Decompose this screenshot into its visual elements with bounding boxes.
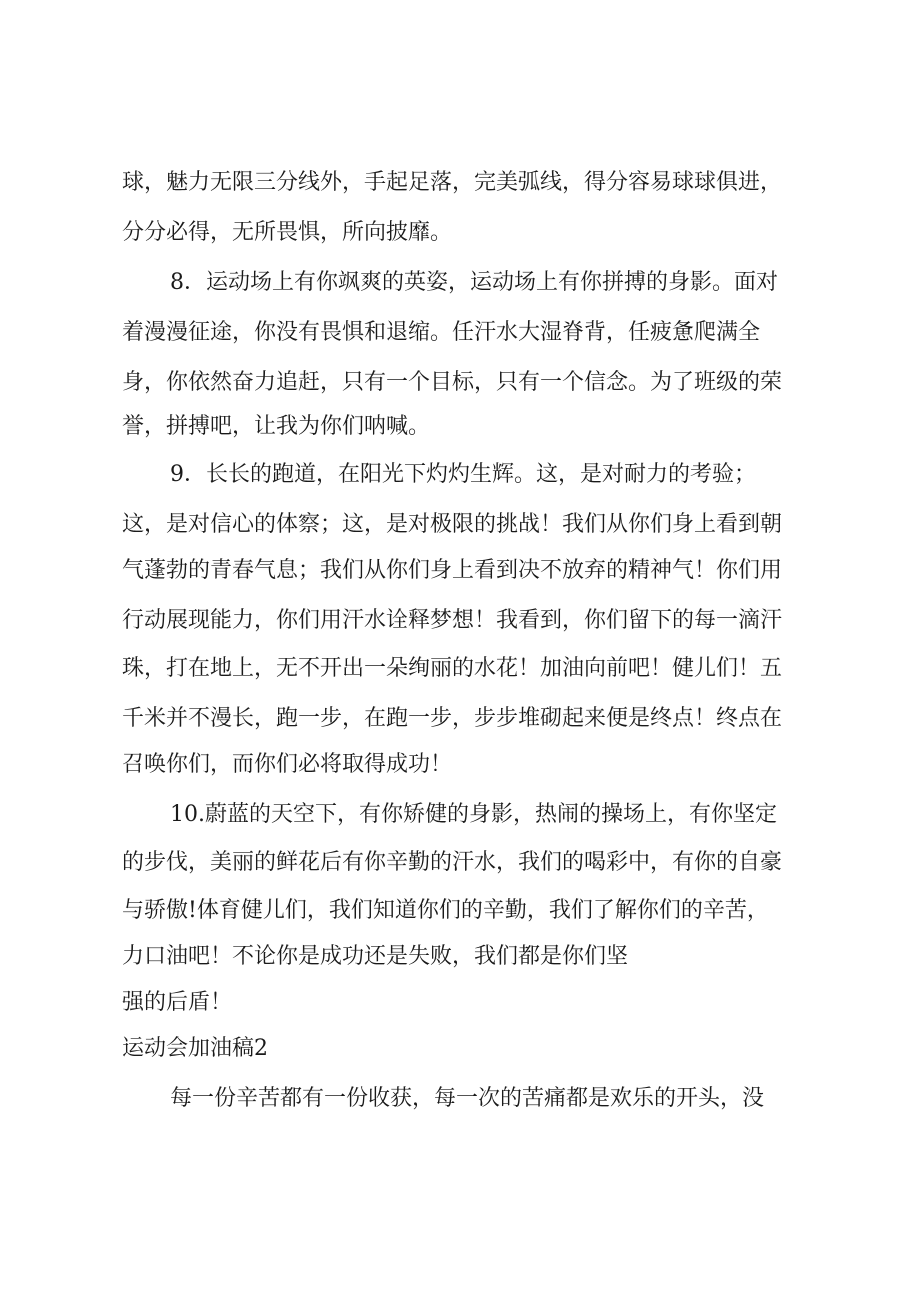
text-line: 珠，打在地上，无不开出一朵绚丽的水花！加油向前吧！健儿们！五 bbox=[122, 656, 783, 681]
text-line: 10.蔚蓝的天空下，有你矫健的身影，热闹的操场上，有你坚定 bbox=[170, 802, 777, 827]
text-line: 行动展现能力，你们用汗水诠释梦想！我看到，你们留下的每一滴汗 bbox=[122, 608, 783, 633]
text-line: 誉，拼搏吧，让我为你们呐喊。 bbox=[122, 414, 431, 439]
section-heading: 运动会加油稿2 bbox=[122, 1036, 268, 1061]
text-line: 每一份辛苦都有一份收获，每一次的苦痛都是欢乐的开头，没 bbox=[170, 1086, 765, 1111]
text-line: 的步伐，美丽的鲜花后有你辛勤的汗水，我们的喝彩中，有你的自豪 bbox=[122, 850, 783, 875]
text-line: 召唤你们，而你们必将取得成功！ bbox=[122, 752, 453, 777]
text-line: 千米并不漫长，跑一步，在跑一步，步步堆砌起来便是终点！终点在 bbox=[122, 706, 783, 731]
text-line: 分分必得，无所畏惧，所向披靡。 bbox=[122, 220, 453, 245]
text-line: 力口油吧！不论你是成功还是失败，我们都是你们坚 bbox=[122, 944, 629, 969]
text-line: 这，是对信心的体察；这，是对极限的挑战！我们从你们身上看到朝 bbox=[122, 512, 783, 537]
text-line: 强的后盾！ bbox=[122, 990, 233, 1015]
text-line: 身，你依然奋力追赶，只有一个目标，只有一个信念。为了班级的荣 bbox=[122, 370, 783, 395]
text-line: 气蓬勃的青春气息；我们从你们身上看到决不放弃的精神气！你们用 bbox=[122, 558, 783, 583]
text-line: 9．长长的跑道，在阳光下灼灼生辉。这，是对耐力的考验； bbox=[170, 462, 756, 487]
text-line: 8．运动场上有你飒爽的英姿，运动场上有你拼搏的身影。面对 bbox=[170, 270, 778, 295]
text-line: 与骄傲!体育健儿们，我们知道你们的辛勤，我们了解你们的辛苦， bbox=[122, 898, 769, 923]
text-line: 球，魅力无限三分线外，手起足落，完美弧线，得分容易球球俱进， bbox=[122, 170, 783, 195]
text-line: 着漫漫征途，你没有畏惧和退缩。任汗水大湿脊背，任疲惫爬满全 bbox=[122, 320, 761, 345]
